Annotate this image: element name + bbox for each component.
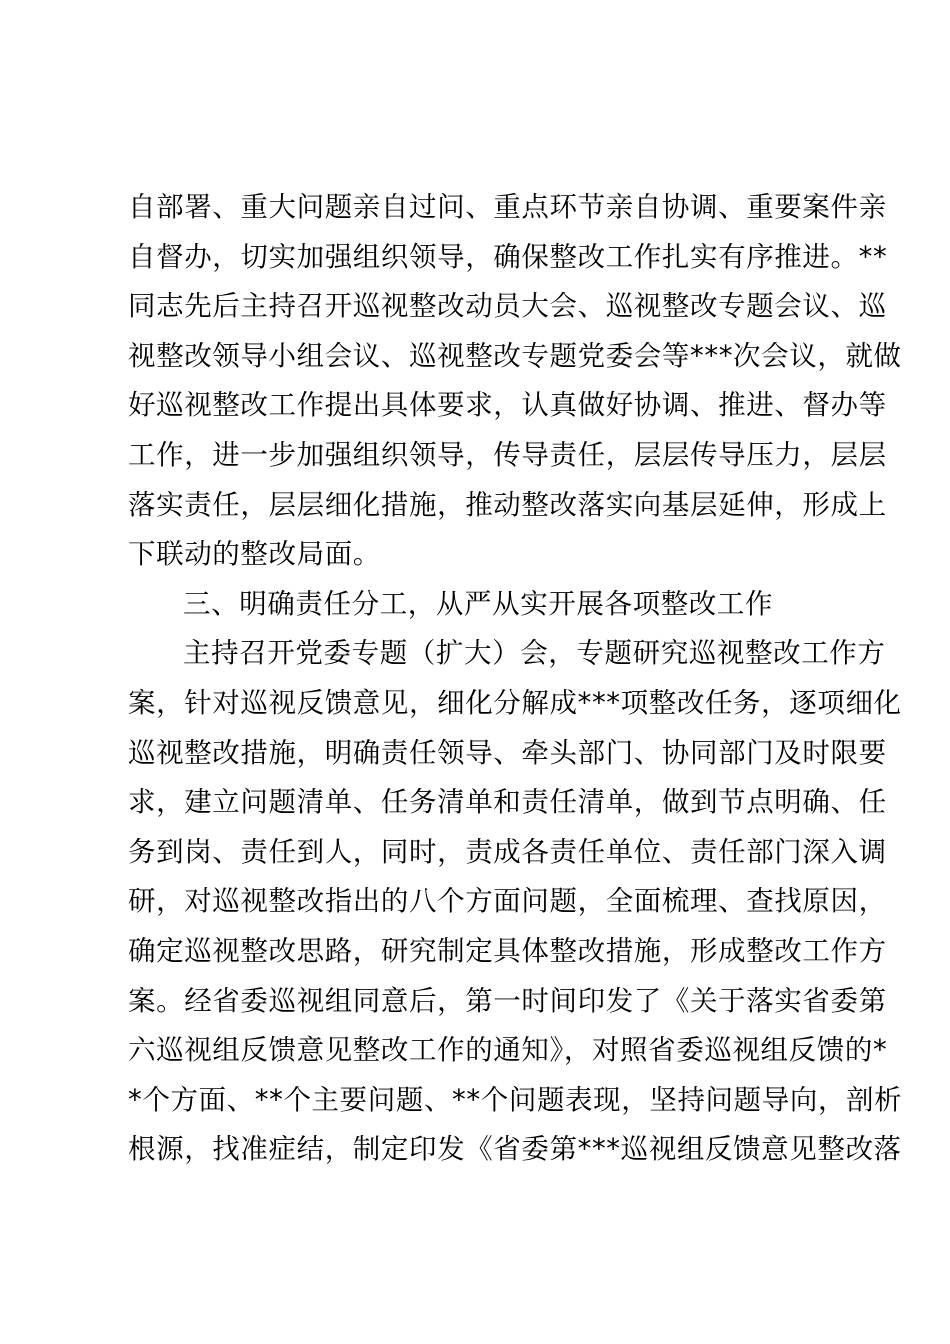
document-body	[128, 183, 903, 1175]
paragraph-line: 研，对巡视整改指出的八个方面问题，全面梳理、查找原因，	[128, 885, 887, 918]
paragraph-line: 好巡视整改工作提出具体要求，认真做好协调、推进、督办等	[128, 389, 887, 422]
paragraph-line: 下联动的整改局面。	[128, 538, 381, 571]
paragraph-line: 视整改领导小组会议、巡视整改专题党委会等***次会议，就做	[128, 339, 902, 372]
paragraph-line: 根源，找准症结，制定印发《省委第***巡视组反馈意见整改落	[128, 1133, 902, 1166]
section-heading: 三、明确责任分工，从严从实开展各项整改工作	[183, 587, 774, 620]
paragraph-line: 案。经省委巡视组同意后，第一时间印发了《关于落实省委第	[128, 984, 887, 1017]
paragraph-line: 务到岗、责任到人，同时，责成各责任单位、责任部门深入调	[128, 835, 887, 868]
paragraph-line: 案，针对巡视反馈意见，细化分解成***项整改任务，逐项细化	[128, 686, 902, 719]
paragraph-line: 自部署、重大问题亲自过问、重点环节亲自协调、重要案件亲	[128, 191, 887, 223]
paragraph-line: 工作，进一步加强组织领导，传导责任，层层传导压力，层层	[128, 438, 887, 471]
paragraph-line: 自督办，切实加强组织领导，确保整改工作扎实有序推进。**	[128, 240, 888, 273]
paragraph-line: *个方面、**个主要问题、**个问题表现，坚持问题导向，剖析	[128, 1083, 903, 1116]
paragraph-line: 主持召开党委专题（扩大）会，专题研究巡视整改工作方	[183, 637, 886, 670]
paragraph-line: 求，建立问题清单、任务清单和责任清单，做到节点明确、任	[128, 786, 887, 819]
paragraph-line: 确定巡视整改思路，研究制定具体整改措施，形成整改工作方	[128, 934, 887, 967]
paragraph-line: 同志先后主持召开巡视整改动员大会、巡视整改专题会议、巡	[128, 290, 887, 323]
paragraph-line: 六巡视组反馈意见整改工作的通知》，对照省委巡视组反馈的*	[128, 1034, 888, 1067]
paragraph-line: 巡视整改措施，明确责任领导、牵头部门、协同部门及时限要	[128, 736, 887, 769]
paragraph-line: 落实责任，层层细化措施，推动整改落实向基层延伸，形成上	[128, 488, 887, 521]
